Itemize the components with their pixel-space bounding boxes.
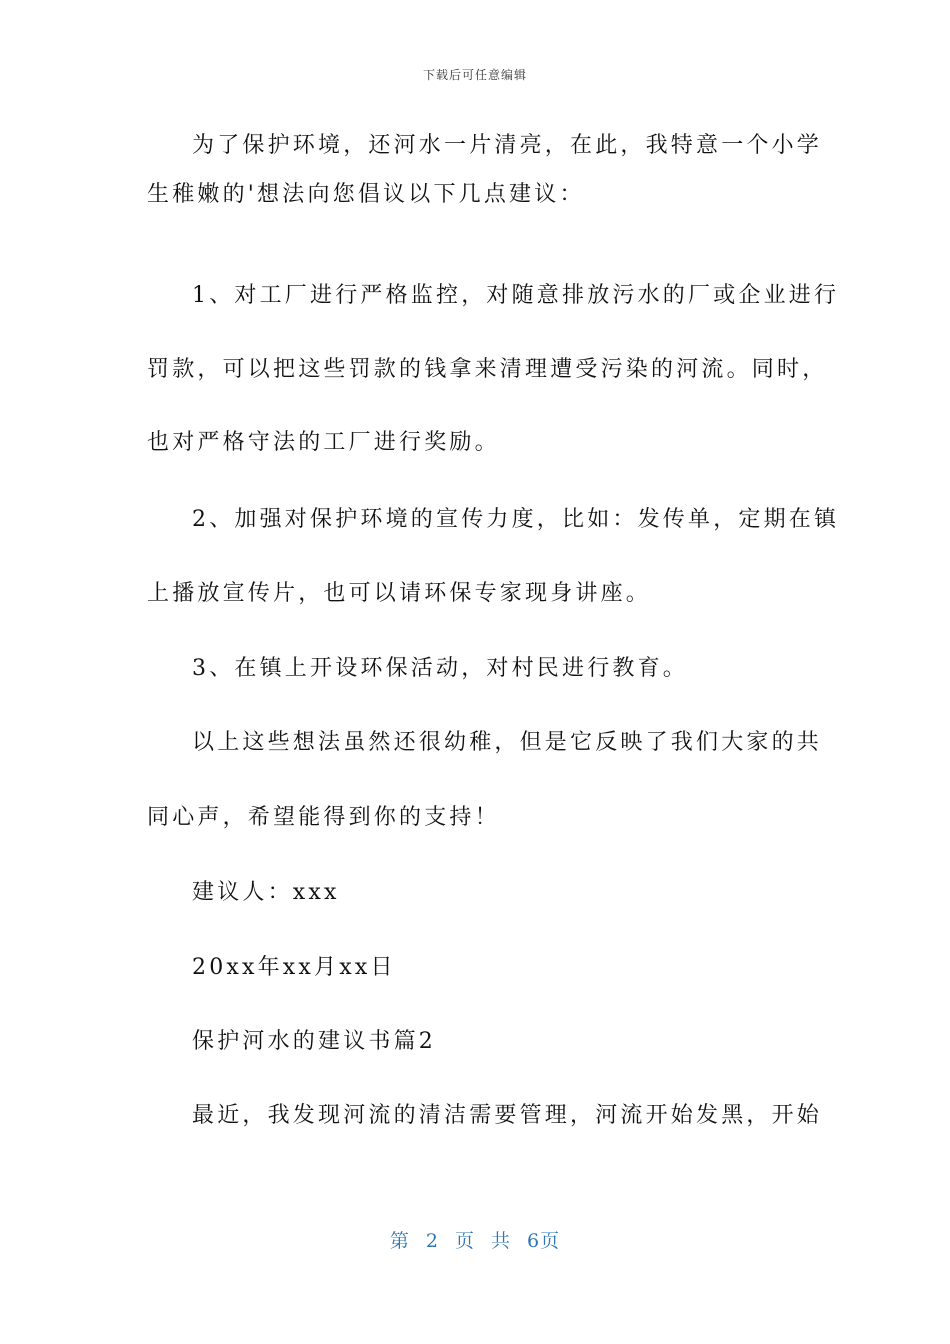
- footer-di: 第: [389, 1230, 410, 1252]
- footer-current-page: 2: [425, 1230, 439, 1252]
- signer-line: 建议人：xxx: [192, 880, 340, 905]
- body-line-1: 为了保护环境，还河水一片清亮，在此，我特意一个小学: [192, 133, 823, 158]
- body-line-9: 以上这些想法虽然还很幼稚，但是它反映了我们大家的共: [192, 730, 823, 755]
- section-title: 保护河水的建议书篇2: [192, 1029, 436, 1054]
- body-line-2: 生稚嫩的'想法向您倡议以下几点建议：: [147, 182, 585, 207]
- body-line-4: 罚款，可以把这些罚款的钱拿来清理遭受污染的河流。同时，: [147, 357, 828, 382]
- page-footer: [0, 1226, 950, 1253]
- body-line-11: 最近，我发现河流的清洁需要管理，河流开始发黑，开始: [192, 1103, 823, 1128]
- footer-gong: 共: [491, 1230, 512, 1252]
- header-note: 下载后可任意编辑: [422, 68, 527, 82]
- footer-ye: 页: [454, 1230, 475, 1252]
- body-line-8: 3、在镇上开设环保活动，对村民进行教育。: [192, 656, 688, 681]
- body-line-7: 上播放宣传片，也可以请环保专家现身讲座。: [147, 581, 652, 606]
- body-line-10: 同心声，希望能得到你的支持！: [147, 805, 500, 830]
- body-line-6: 2、加强对保护环境的宣传力度，比如：发传单，定期在镇: [192, 507, 840, 532]
- date-line: 20xx年xx月xx日: [192, 955, 396, 980]
- body-line-5: 也对严格守法的工厂进行奖励。: [147, 430, 500, 455]
- footer-total-pages: 6页: [527, 1230, 561, 1252]
- body-line-3: 1、对工厂进行严格监控，对随意排放污水的厂或企业进行: [192, 283, 840, 308]
